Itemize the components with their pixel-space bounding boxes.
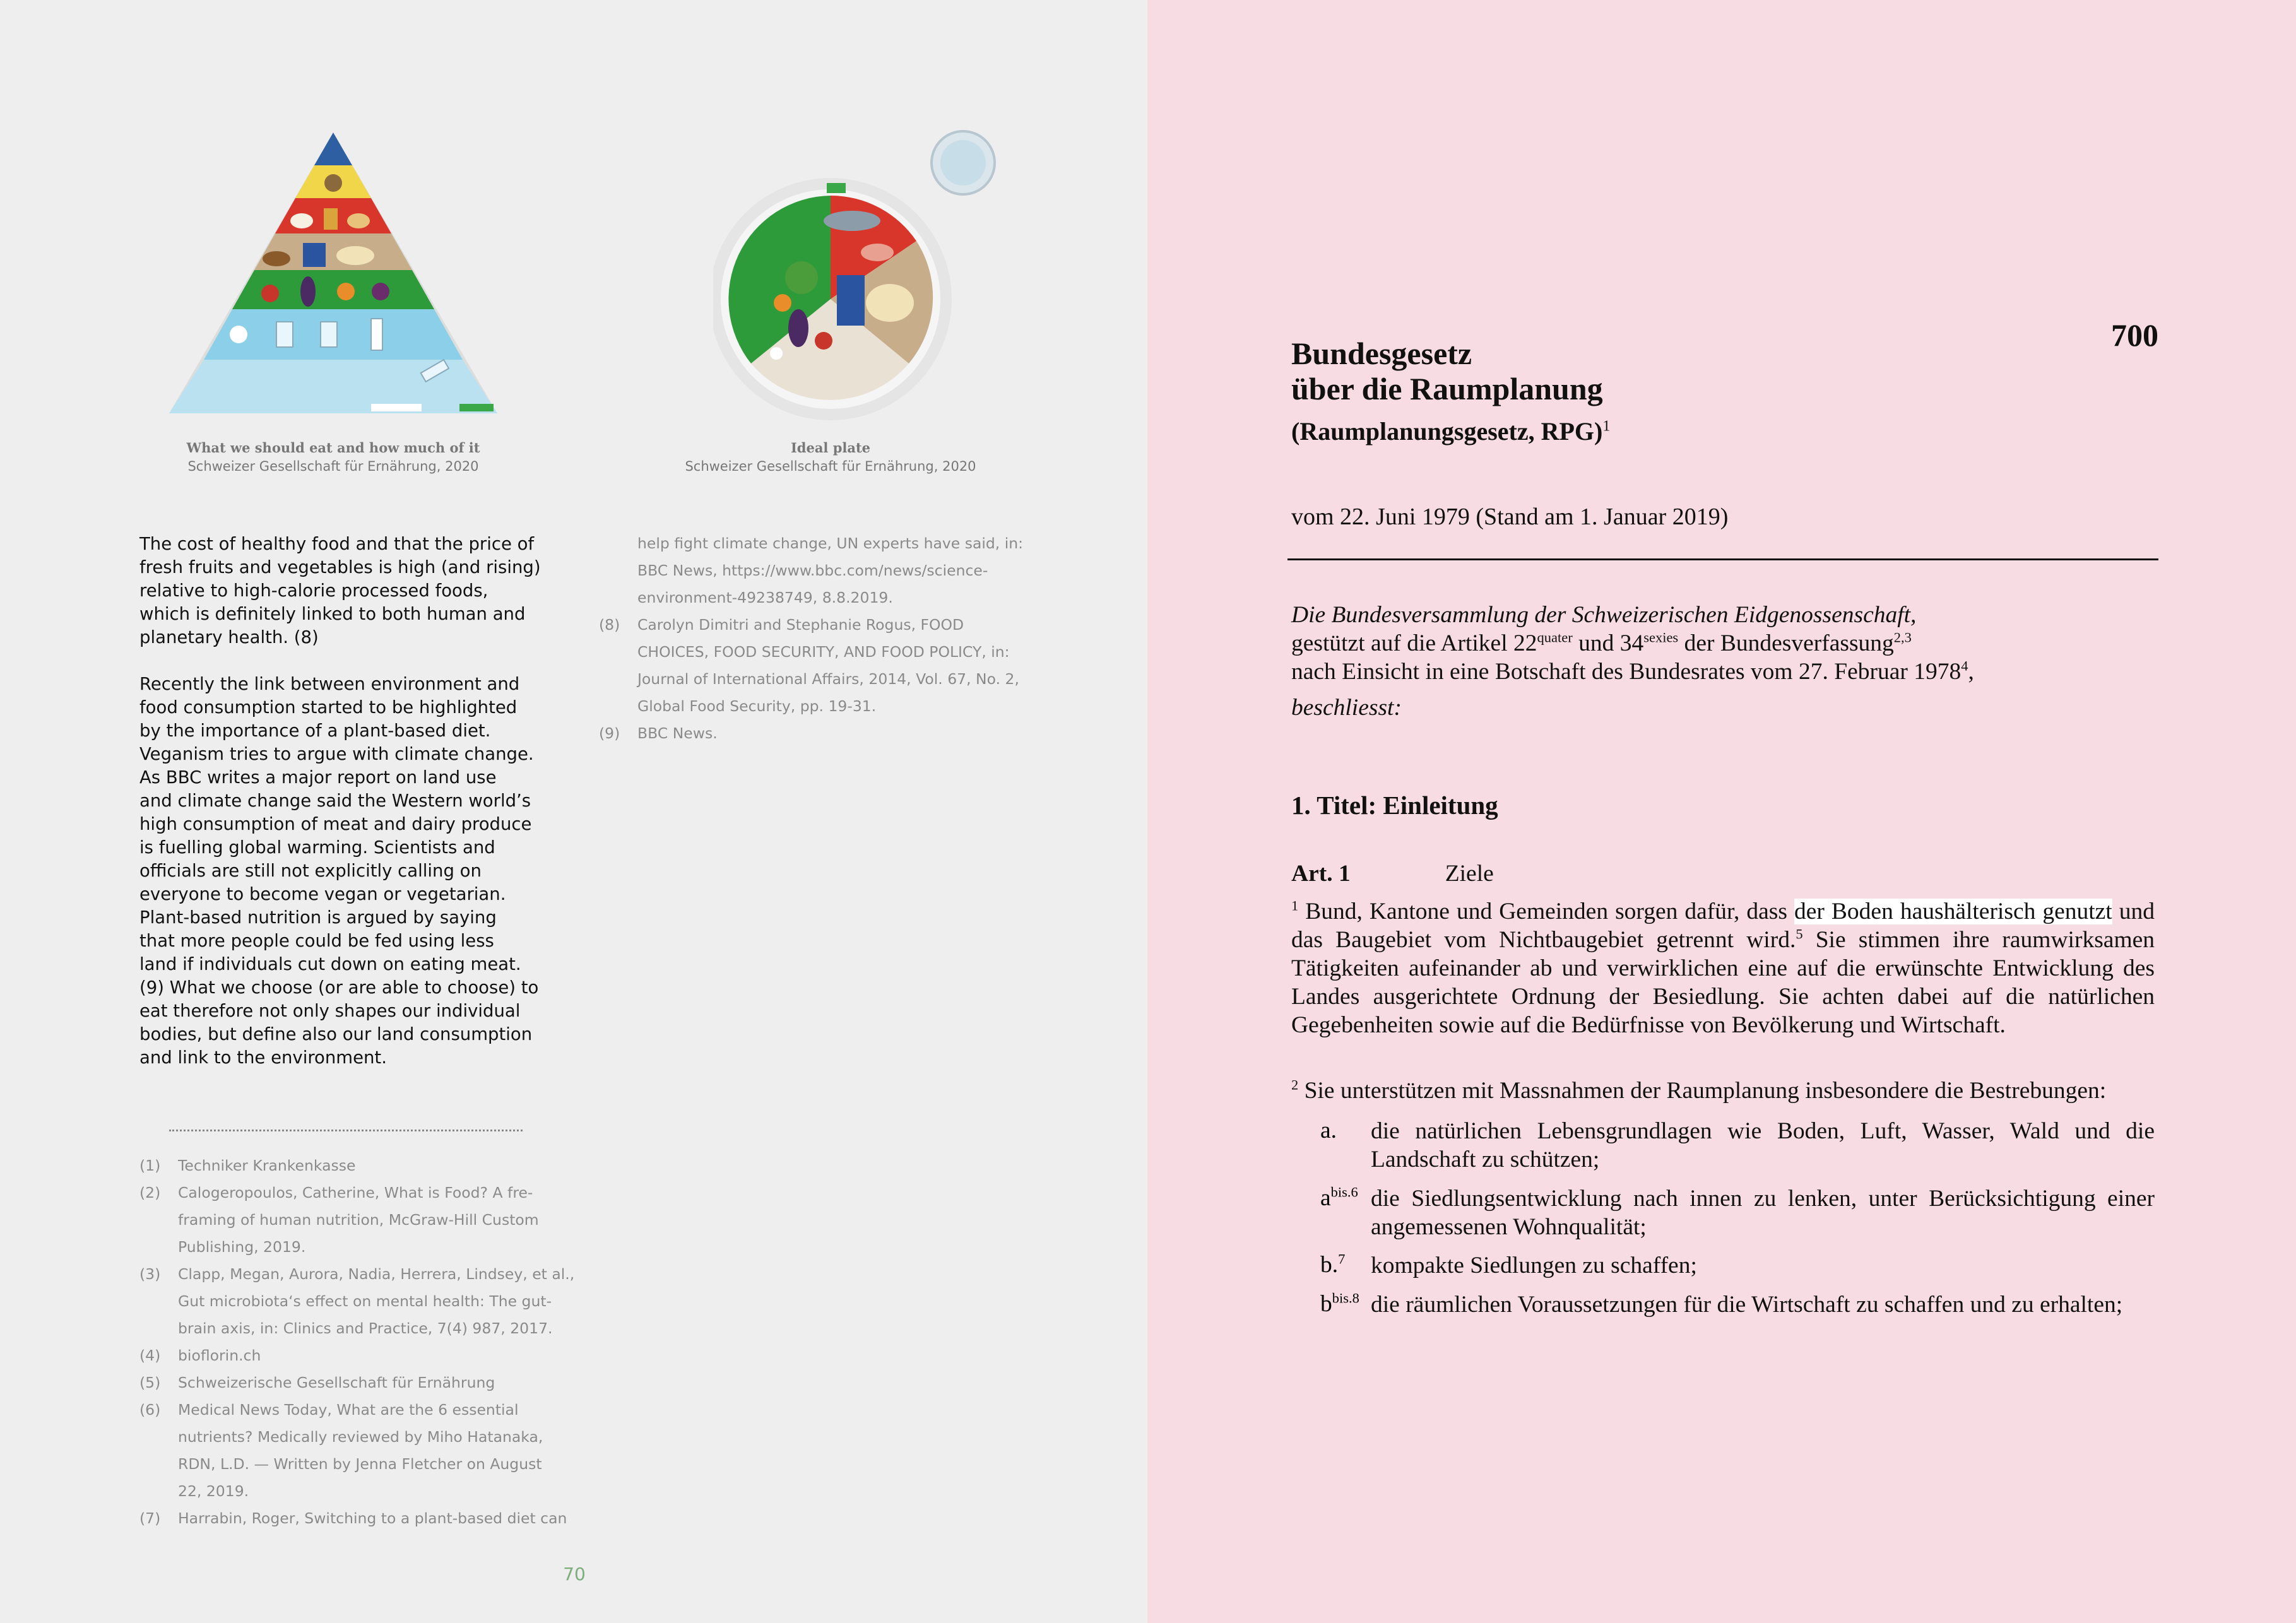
ideal-plate-image	[713, 126, 1003, 423]
article-paragraph-2: $^2$ Sie unterstützen mit Massnahmen der Raumplanung insbesondere die Bestrebungen:	[1291, 1077, 2107, 1104]
reference-list	[599, 530, 1079, 747]
reference-item: (4) bioflorin.ch	[139, 1347, 261, 1364]
body-paragraph: Recently the link between environment and food consumption started to be highlighted by the importance of a plant-based diet. Veganism tries to argue with climate change. As BBC writes a major report on land use and climate change said the Western world’s high consumption of meat and dairy produce is fuelling global warming. Scientists and officials are still not explicitly calling on everyone to become vegan or vegetarian. Plant-based nutrition is argued by saying that more people could be fed using less land if individuals cut down on eating meat. (9) What we choose (or are able to choose) to eat therefore not only shapes our individual bodies, but define also our land consumption and link to the environment.	[139, 674, 539, 1068]
figure-caption-title: What we should eat and how much of it	[186, 440, 480, 456]
article-heading: Art. 1 Ziele	[1291, 861, 1494, 887]
section-heading: 1. Titel: Einleitung	[1291, 791, 1498, 820]
body-paragraph: The cost of healthy food and that the price of fresh fruits and vegetables is high (and rising) relative to high-calorie processed foods, which is definitely linked to both human and planetary health. (8)	[139, 534, 541, 647]
preamble: Die Bundesversammlung der Schweizerischen Eidgenossenschaft, gestützt auf die Artikel $22^{quater}$ und $34^{sexies}$ der Bundesverfassung$^{2,3}$ nach Einsicht in eine Botschaft des Bundesrates vom 27. Februar 1978$^4$, beschliesst:	[1291, 602, 1974, 721]
list-item: kompakte Siedlungen zu schaffen;	[1371, 1253, 1697, 1278]
title-rule	[1287, 558, 2158, 560]
article-paragraph-1: $^1$ Bund, Kantone und Gemeinden sorgen dafür, dass der Boden haushälterisch genutzt und das Baugebiet vom Nichtbaugebiet getrennt wird.$^5$ Sie stimmen ihre raumwirksamen Tätigkeiten aufeinander ab und verwirklichen eine auf die erwünschte Entwicklung des Landes ausgerichtete Ordnung der Besiedlung. Sie achten dabei auf die natürlichen Gegebenheiten sowie auf die Bedürfnisse von Bevölkerung und Wirtschaft.	[1291, 897, 2155, 1038]
list-label: a.	[1320, 1118, 1337, 1143]
list-item: die natürlichen Lebensgrundlagen wie Boden, Luft, Wasser, Wald und die Landschaft zu schützen;	[1371, 1118, 2155, 1172]
highlighted-text: der Boden haushälterisch genutzt	[1794, 899, 2112, 924]
footnote-divider	[169, 1130, 523, 1131]
list-item: die Siedlungsentwicklung nach innen zu lenken, unter Berücksichtigung einer angemessenen Wohnqualität;	[1371, 1186, 2155, 1240]
reference-item: (6) Medical News Today, What are the 6 essential nutrients? Medically reviewed by Miho Hatanaka, RDN, L.D. — Written by Jenna Fletcher on August 22, 2019.	[139, 1401, 543, 1500]
reference-item: (2) Calogeropoulos, Catherine, What is Food? A fre- framing of human nutrition, McGraw-Hill Custom Publishing, 2019.	[139, 1184, 539, 1256]
reference-item: (9) BBC News.	[599, 724, 718, 742]
figure-caption-source: Schweizer Gesellschaft für Ernährung, 2020	[685, 459, 976, 474]
law-number: 700	[2111, 317, 2158, 353]
reference-item: (7) Harrabin, Roger, Switching to a plant-based diet can	[139, 1509, 567, 1527]
reference-item: (1) Techniker Krankenkasse	[139, 1157, 356, 1174]
law-subtitle: (Raumplanungsgesetz, RPG)$^1$	[1291, 417, 1611, 446]
list-label: $b^{bis.8}$	[1320, 1290, 1359, 1317]
food-pyramid-image	[163, 126, 504, 416]
list-label: $a^{bis.6}$	[1320, 1184, 1358, 1211]
reference-item: help fight climate change, UN experts have said, in: BBC News, https://www.bbc.com/news/science- environment-49238749, 8.8.2019.	[637, 534, 1024, 606]
reference-item: (3) Clapp, Megan, Aurora, Nadia, Herrera, Lindsey, et al., Gut microbiota‘s effect on mental health: The gut- brain axis, in: Clinics and Practice, 7(4) 987, 2017.	[139, 1265, 575, 1337]
law-date: vom 22. Juni 1979 (Stand am 1. Januar 2019)	[1291, 504, 1729, 530]
law-title: Bundesgesetz über die Raumplanung	[1291, 336, 1603, 406]
left-page	[0, 0, 1147, 1623]
page-number: 70	[563, 1564, 586, 1585]
list-item: die räumlichen Voraussetzungen für die Wirtschaft zu schaffen und zu erhalten;	[1371, 1292, 2123, 1318]
reference-list	[139, 1152, 619, 1532]
figure-caption-source: Schweizer Gesellschaft für Ernährung, 2020	[187, 459, 479, 474]
reference-item: (5) Schweizerische Gesellschaft für Ernährung	[139, 1374, 495, 1391]
reference-item: (8) Carolyn Dimitri and Stephanie Rogus, FOOD CHOICES, FOOD SECURITY, AND FOOD POLICY, in: Journal of International Affairs, 2014, Vol. 67, No. 2, Global Food Security, pp. 19-31.	[599, 616, 1019, 715]
list-label: b.$^7$	[1320, 1251, 1346, 1278]
figure-caption-title: Ideal plate	[790, 440, 871, 456]
